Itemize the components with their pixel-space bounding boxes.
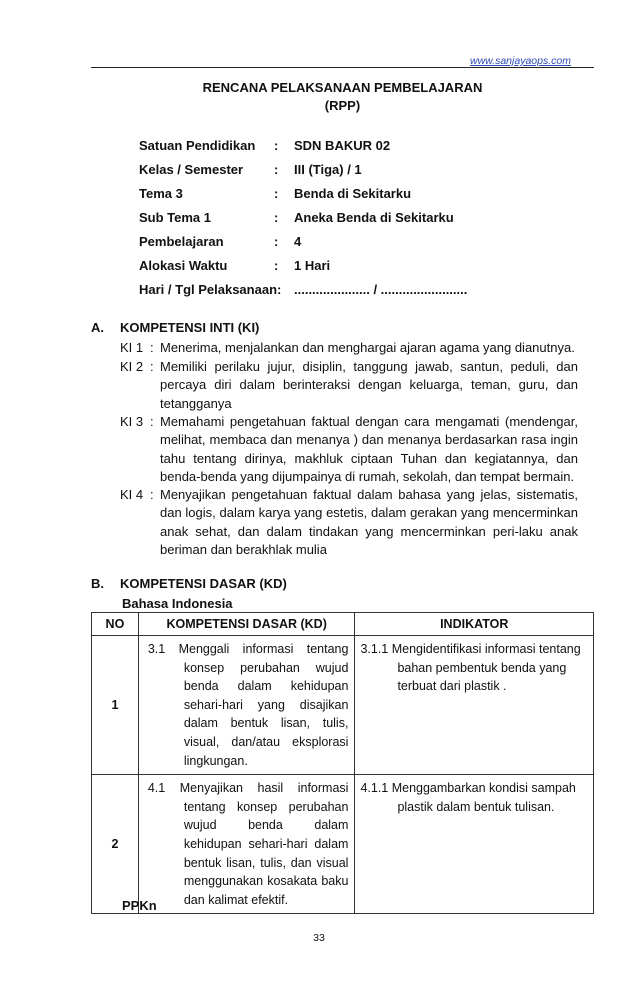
row-kd: 4.1 Menyajikan hasil informasi tentang konsep perubahan wujud benda dalam kehidupan sehari-hari dalam bentuk lisan, tulis, dan visual menggunakan kosakata baku dan kalimat efektif. bbox=[138, 775, 355, 914]
row-kd: 3.1 Menggali informasi tentang konsep perubahan wujud benda dalam kehidupan sehari-hari yang disajikan dalam bentuk lisan, tulis, visual, dan/atau eksplorasi lingkungan. bbox=[138, 636, 355, 775]
identity-value: III (Tiga) / 1 bbox=[294, 162, 362, 177]
doc-title: RENCANA PELAKSANAAN PEMBELAJARAN bbox=[202, 80, 483, 95]
ki-colon: : bbox=[150, 340, 154, 355]
ki-text: Menerima, menjalankan dan menghargai ajaran agama yang dianutnya. bbox=[160, 340, 575, 355]
ki-text: Memiliki perilaku jujur, disiplin, tanggung jawab, santun, peduli, dan percaya diri dalam berinteraksi dengan keluarga, teman, guru, dan tetangganya bbox=[160, 359, 578, 411]
row-no: 1 bbox=[92, 636, 139, 775]
ki-label: KI 1 bbox=[120, 340, 144, 355]
kd-table bbox=[91, 612, 594, 914]
identity-label: Tema 3 bbox=[139, 186, 183, 201]
doc-subtitle: (RPP) bbox=[324, 98, 361, 113]
section-b-letter: B. bbox=[91, 576, 104, 591]
ki-label: KI 2 bbox=[120, 359, 144, 374]
identity-colon: : bbox=[274, 138, 279, 153]
ki-colon: : bbox=[150, 414, 154, 429]
ki-colon: : bbox=[150, 487, 154, 502]
identity-value: 1 Hari bbox=[294, 258, 331, 273]
identity-label: Kelas / Semester bbox=[139, 162, 244, 177]
section-a-letter: A. bbox=[91, 320, 104, 335]
col-header-no: NO bbox=[92, 613, 139, 636]
ki-text: Memahami pengetahuan faktual dengan cara mengamati (mendengar, melihat, membaca dan menanya ) dan menanya berdasarkan rasa ingin tahu tentang dirinya, makhluk ciptaan Tuhan dan kegiatannya, dan benda-benda yang dijumpainya di rumah, sekolah, dan tempat bermain. bbox=[160, 414, 578, 484]
identity-value: SDN BAKUR 02 bbox=[294, 138, 391, 153]
section-a-title: KOMPETENSI INTI (KI) bbox=[120, 320, 260, 335]
section-b-title: KOMPETENSI DASAR (KD) bbox=[120, 576, 287, 591]
identity-label: Sub Tema 1 bbox=[139, 210, 212, 225]
identity-colon: : bbox=[274, 162, 279, 177]
identity-colon: : bbox=[274, 210, 279, 225]
row-indikator: 3.1.1 Mengidentifikasi informasi tentang bahan pembentuk benda yang terbuat dari plastik . bbox=[355, 636, 594, 775]
ki-colon: : bbox=[150, 359, 154, 374]
identity-label: Pembelajaran bbox=[139, 234, 224, 249]
subject-heading: Bahasa Indonesia bbox=[122, 596, 233, 611]
ki-item bbox=[120, 339, 578, 357]
identity-colon: : bbox=[274, 186, 279, 201]
ki-label: KI 3 bbox=[120, 414, 144, 429]
table-row bbox=[92, 636, 594, 775]
ki-item bbox=[120, 358, 578, 413]
identity-label: Hari / Tgl Pelaksanaan: bbox=[139, 282, 282, 297]
row-indikator: 4.1.1 Menggambarkan kondisi sampah plastik dalam bentuk tulisan. bbox=[355, 775, 594, 914]
identity-value: 4 bbox=[294, 234, 302, 249]
ki-label: KI 4 bbox=[120, 487, 144, 502]
header-divider bbox=[91, 67, 594, 68]
identity-colon: : bbox=[274, 258, 279, 273]
table-row bbox=[92, 775, 594, 914]
identity-value: Benda di Sekitarku bbox=[294, 186, 412, 201]
col-header-indikator: INDIKATOR bbox=[355, 613, 594, 636]
identity-value: ..................... / ........................ bbox=[294, 282, 468, 297]
identity-label: Satuan Pendidikan bbox=[139, 138, 256, 153]
identity-value: Aneka Benda di Sekitarku bbox=[294, 210, 454, 225]
ki-text: Menyajikan pengetahuan faktual dalam bahasa yang jelas, sistematis, dan logis, dalam karya yang estetis, dalam gerakan yang mencerminkan anak sehat, dan dalam tindakan yang mencerminkan peri-laku anak beriman dan berakhlak mulia bbox=[160, 487, 578, 557]
row-no: 2 bbox=[92, 775, 139, 914]
identity-label: Alokasi Waktu bbox=[139, 258, 228, 273]
table-header-row bbox=[92, 613, 594, 636]
page-number: 33 bbox=[313, 932, 325, 944]
ki-item bbox=[120, 486, 578, 559]
ki-item bbox=[120, 413, 578, 486]
identity-colon: : bbox=[274, 234, 279, 249]
col-header-kd: KOMPETENSI DASAR (KD) bbox=[138, 613, 355, 636]
website-link[interactable]: www.sanjayaops.com bbox=[470, 55, 571, 67]
next-subject-heading: PPKn bbox=[122, 898, 157, 913]
